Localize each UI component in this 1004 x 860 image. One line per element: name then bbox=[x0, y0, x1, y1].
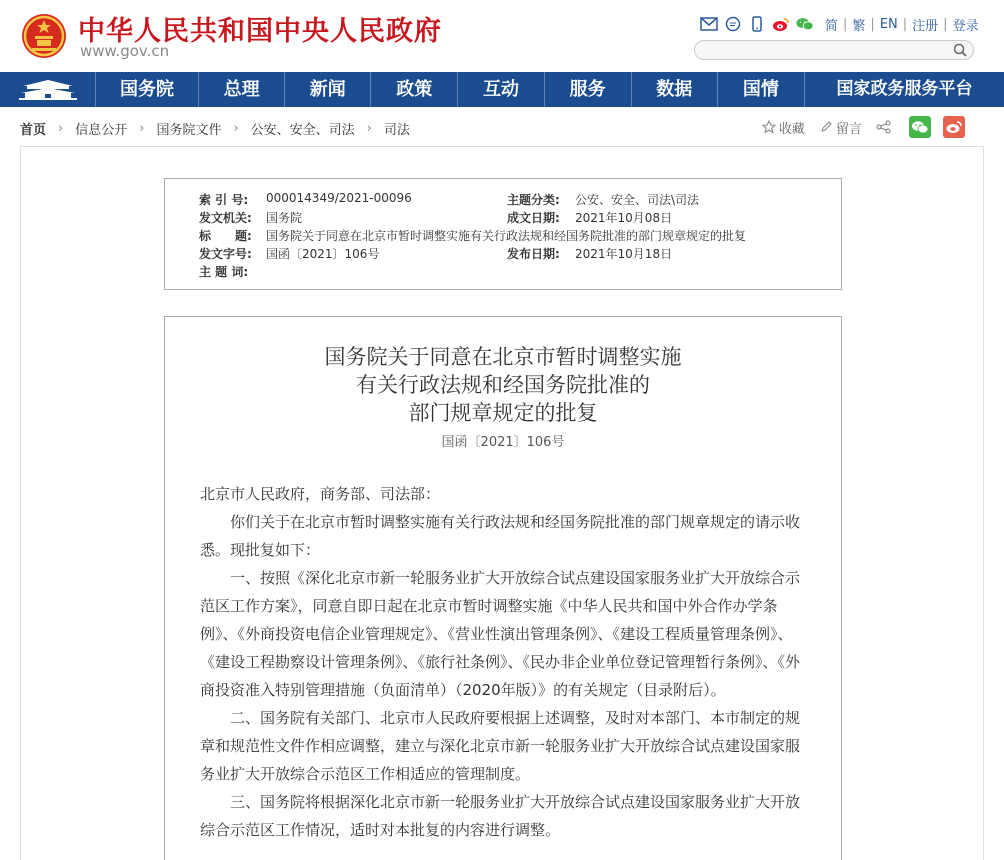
nav-home[interactable] bbox=[0, 72, 96, 107]
nav-item-state-council[interactable]: 国务院 bbox=[96, 72, 199, 107]
index-value: 000014349/2021-00096 bbox=[266, 191, 412, 205]
search-icon[interactable] bbox=[953, 43, 967, 57]
comment-button[interactable] bbox=[819, 118, 862, 137]
share-wechat-button[interactable] bbox=[909, 116, 931, 138]
divider: | bbox=[843, 16, 848, 32]
national-emblem-icon[interactable] bbox=[20, 12, 68, 60]
published-date-value: 2021年10月18日 bbox=[575, 247, 673, 261]
share-weibo-button[interactable] bbox=[943, 116, 965, 138]
title-label: 标 题: bbox=[199, 229, 252, 243]
nav-item-gov-service-platform[interactable]: 国家政务服务平台 bbox=[836, 79, 973, 99]
favorite-button[interactable] bbox=[762, 118, 805, 137]
keywords-label: 主 题 词: bbox=[199, 265, 249, 279]
share-button[interactable] bbox=[876, 120, 895, 134]
wechat-icon bbox=[911, 120, 929, 134]
article-body bbox=[164, 316, 842, 860]
paragraph: 你们关于在北京市暂时调整实施有关行政法规和经国务院批准的部门规章规定的请示收悉。现批复如下： bbox=[200, 513, 801, 559]
created-date-label: 成文日期: bbox=[507, 211, 560, 225]
star-icon bbox=[762, 120, 776, 134]
breadcrumb-info-disclosure[interactable]: 信息公开 bbox=[75, 123, 128, 138]
breadcrumb-judiciary[interactable]: 司法 bbox=[383, 123, 410, 138]
weibo-icon bbox=[945, 120, 963, 134]
main-nav bbox=[0, 72, 1004, 107]
article-doc-number: 国函〔2021〕106号 bbox=[441, 435, 565, 450]
lang-english[interactable]: EN bbox=[879, 16, 898, 32]
issuer-label: 发文机关: bbox=[199, 211, 252, 225]
mail-icon[interactable] bbox=[700, 16, 718, 32]
breadcrumb-state-council-docs[interactable]: 国务院文件 bbox=[156, 123, 222, 138]
created-date-value: 2021年10月08日 bbox=[575, 211, 673, 225]
nav-item-policy[interactable]: 政策 bbox=[371, 72, 458, 107]
login-link[interactable]: 登录 bbox=[952, 18, 979, 34]
article-title-line2: 有关行政法规和经国务院批准的 bbox=[356, 373, 650, 397]
site-title[interactable]: 中华人民共和国中央人民政府 bbox=[78, 16, 442, 47]
index-label: 索 引 号: bbox=[199, 193, 249, 207]
paragraph: 二、国务院有关部门、北京市人民政府要根据上述调整，及时对本部门、本市制定的规章和规范性文件作相应调整，建立与深化北京市新一轮服务业扩大开放综合试点建设国家服务业扩大开放综合示范区工作相适应的管理制度。 bbox=[200, 709, 801, 783]
site-header bbox=[0, 0, 1004, 72]
divider: | bbox=[943, 16, 948, 32]
mobile-icon[interactable] bbox=[748, 16, 766, 32]
chevron-right-icon: › bbox=[233, 121, 239, 136]
tiananmen-icon bbox=[17, 78, 79, 102]
chevron-right-icon: › bbox=[58, 121, 64, 136]
document-info-table bbox=[164, 178, 842, 290]
article-title-line1: 国务院关于同意在北京市暂时调整实施 bbox=[324, 345, 682, 369]
message-icon[interactable] bbox=[724, 16, 742, 32]
category-label: 主题分类: bbox=[507, 193, 560, 207]
top-toolbar bbox=[700, 14, 984, 34]
nav-item-interaction[interactable]: 互动 bbox=[458, 72, 544, 107]
share-icon bbox=[876, 120, 892, 134]
divider: | bbox=[870, 16, 875, 32]
breadcrumb-public-security[interactable]: 公安、安全、司法 bbox=[250, 123, 355, 138]
article-title-line3: 部门规章规定的批复 bbox=[408, 401, 598, 425]
divider bbox=[20, 146, 984, 147]
site-url[interactable]: www.gov.cn bbox=[80, 42, 170, 60]
wechat-icon[interactable] bbox=[796, 16, 814, 32]
category-value: 公安、安全、司法\司法 bbox=[575, 193, 700, 207]
register-link[interactable]: 注册 bbox=[912, 18, 939, 34]
issuer-value: 国务院 bbox=[266, 211, 303, 225]
doc-number-label: 发文字号: bbox=[199, 247, 252, 261]
search-input[interactable] bbox=[705, 43, 955, 61]
published-date-label: 发布日期: bbox=[507, 247, 560, 261]
nav-item-premier[interactable]: 总理 bbox=[199, 72, 285, 107]
salutation: 北京市人民政府，商务部、司法部： bbox=[200, 485, 441, 503]
breadcrumb-home[interactable]: 首页 bbox=[20, 123, 47, 138]
breadcrumb bbox=[20, 119, 410, 138]
divider: | bbox=[902, 16, 908, 32]
paragraph: 一、按照《深化北京市新一轮服务业扩大开放综合试点建设国家服务业扩大开放综合示范区工作方案》，同意自即日起在北京市暂时调整实施《中华人民共和国中外合作办学条例》、《外商投资电信企业管理规定》、《营业性演出管理条例》、《建设工程质量管理条例》、《建设工程勘察设计管理条例》、《旅行社条例》、《民办非企业单位登记管理暂行条例》、《外商投资准入特别管理措施（负面清单）（2020年版）》的有关规定（目录附后）。 bbox=[200, 569, 801, 699]
favorite-label: 收藏 bbox=[779, 121, 806, 137]
nav-item-national-info[interactable]: 国情 bbox=[718, 72, 805, 107]
paragraph: 三、国务院将根据深化北京市新一轮服务业扩大开放综合试点建设国家服务业扩大开放综合示范区工作情况，适时对本批复的内容进行调整。 bbox=[200, 793, 801, 839]
nav-item-data[interactable]: 数据 bbox=[632, 72, 718, 107]
lang-traditional[interactable]: 繁 bbox=[852, 18, 866, 34]
nav-item-services[interactable]: 服务 bbox=[545, 72, 632, 107]
weibo-icon[interactable] bbox=[772, 16, 790, 32]
chevron-right-icon: › bbox=[366, 121, 372, 136]
nav-item-news[interactable]: 新闻 bbox=[285, 72, 371, 107]
comment-label: 留言 bbox=[836, 121, 863, 137]
pen-icon bbox=[819, 120, 833, 134]
article-text bbox=[200, 480, 808, 844]
title-value: 国务院关于同意在北京市暂时调整实施有关行政法规和经国务院批准的部门规章规定的批复 bbox=[266, 229, 747, 243]
doc-number-value: 国函〔2021〕106号 bbox=[266, 247, 380, 261]
search-box bbox=[694, 40, 974, 60]
chevron-right-icon: › bbox=[139, 121, 145, 136]
lang-simplified[interactable]: 简 bbox=[825, 18, 839, 34]
share-bar bbox=[762, 116, 977, 138]
